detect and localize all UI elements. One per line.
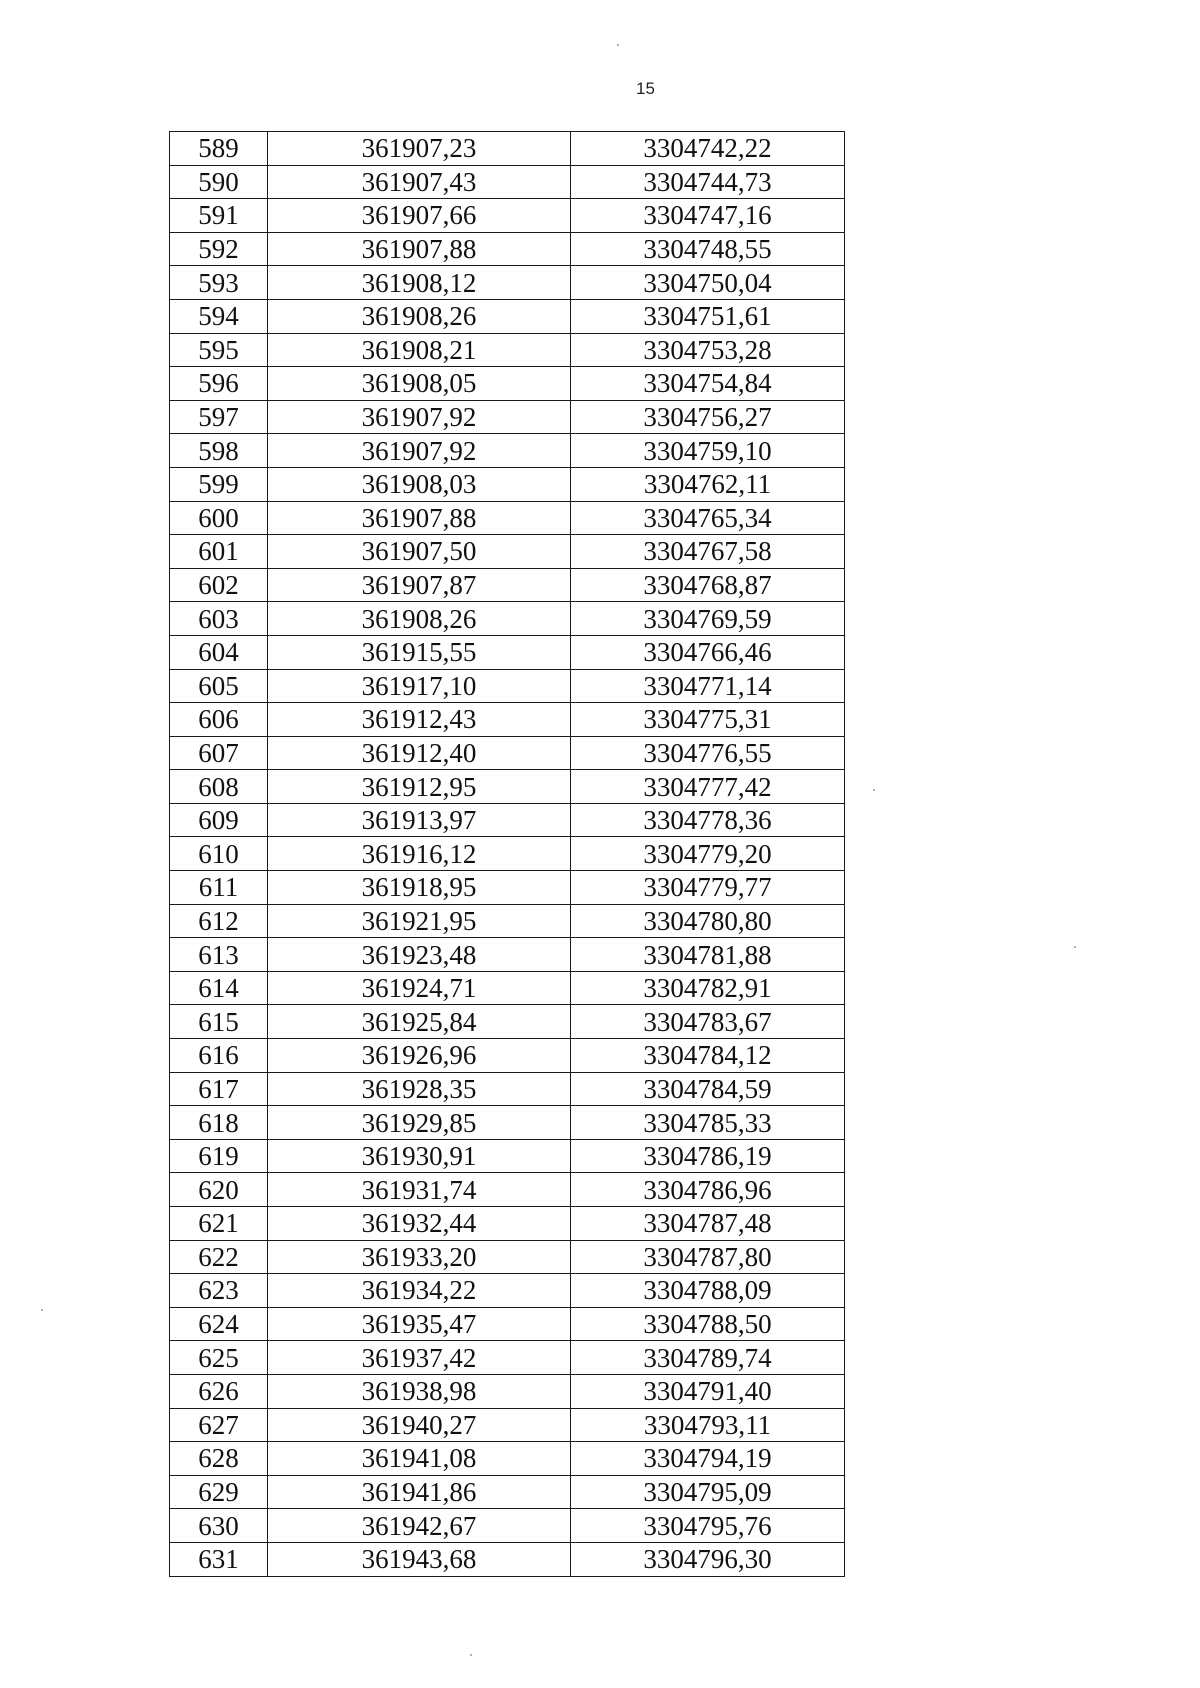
y-coordinate-cell: 3304795,09 xyxy=(571,1475,845,1509)
x-coordinate-cell: 361931,74 xyxy=(268,1173,571,1207)
point-number-cell: 592 xyxy=(170,232,268,266)
y-coordinate-cell: 3304787,80 xyxy=(571,1240,845,1274)
y-coordinate-cell: 3304744,73 xyxy=(571,165,845,199)
x-coordinate-cell: 361933,20 xyxy=(268,1240,571,1274)
x-coordinate-cell: 361942,67 xyxy=(268,1509,571,1543)
table-row xyxy=(170,904,845,938)
y-coordinate-cell: 3304765,34 xyxy=(571,501,845,535)
x-coordinate-cell: 361925,84 xyxy=(268,1005,571,1039)
point-number-cell: 590 xyxy=(170,165,268,199)
table-row xyxy=(170,1173,845,1207)
y-coordinate-cell: 3304754,84 xyxy=(571,367,845,401)
y-coordinate-cell: 3304778,36 xyxy=(571,803,845,837)
x-coordinate-cell: 361915,55 xyxy=(268,635,571,669)
point-number-cell: 619 xyxy=(170,1139,268,1173)
table-row xyxy=(170,635,845,669)
point-number-cell: 630 xyxy=(170,1509,268,1543)
y-coordinate-cell: 3304795,76 xyxy=(571,1509,845,1543)
y-coordinate-cell: 3304771,14 xyxy=(571,669,845,703)
y-coordinate-cell: 3304751,61 xyxy=(571,299,845,333)
y-coordinate-cell: 3304794,19 xyxy=(571,1442,845,1476)
table-row xyxy=(170,803,845,837)
x-coordinate-cell: 361928,35 xyxy=(268,1072,571,1106)
point-number-cell: 608 xyxy=(170,770,268,804)
point-number-cell: 606 xyxy=(170,703,268,737)
x-coordinate-cell: 361937,42 xyxy=(268,1341,571,1375)
table-row xyxy=(170,266,845,300)
y-coordinate-cell: 3304742,22 xyxy=(571,132,845,166)
y-coordinate-cell: 3304779,20 xyxy=(571,837,845,871)
table-row xyxy=(170,232,845,266)
x-coordinate-cell: 361907,50 xyxy=(268,535,571,569)
x-coordinate-cell: 361924,71 xyxy=(268,971,571,1005)
table-row xyxy=(170,871,845,905)
point-number-cell: 593 xyxy=(170,266,268,300)
point-number-cell: 597 xyxy=(170,400,268,434)
x-coordinate-cell: 361908,21 xyxy=(268,333,571,367)
table-row xyxy=(170,1475,845,1509)
x-coordinate-cell: 361940,27 xyxy=(268,1408,571,1442)
y-coordinate-cell: 3304784,59 xyxy=(571,1072,845,1106)
y-coordinate-cell: 3304788,50 xyxy=(571,1307,845,1341)
y-coordinate-cell: 3304768,87 xyxy=(571,568,845,602)
y-coordinate-cell: 3304776,55 xyxy=(571,736,845,770)
point-number-cell: 622 xyxy=(170,1240,268,1274)
y-coordinate-cell: 3304750,04 xyxy=(571,266,845,300)
point-number-cell: 629 xyxy=(170,1475,268,1509)
table-row xyxy=(170,938,845,972)
point-number-cell: 614 xyxy=(170,971,268,1005)
table-row xyxy=(170,1274,845,1308)
y-coordinate-cell: 3304796,30 xyxy=(571,1542,845,1576)
x-coordinate-cell: 361907,43 xyxy=(268,165,571,199)
y-coordinate-cell: 3304756,27 xyxy=(571,400,845,434)
point-number-cell: 602 xyxy=(170,568,268,602)
x-coordinate-cell: 361907,92 xyxy=(268,434,571,468)
y-coordinate-cell: 3304762,11 xyxy=(571,467,845,501)
y-coordinate-cell: 3304780,80 xyxy=(571,904,845,938)
y-coordinate-cell: 3304748,55 xyxy=(571,232,845,266)
table-row xyxy=(170,669,845,703)
x-coordinate-cell: 361907,88 xyxy=(268,501,571,535)
x-coordinate-cell: 361941,86 xyxy=(268,1475,571,1509)
table-row xyxy=(170,333,845,367)
y-coordinate-cell: 3304793,11 xyxy=(571,1408,845,1442)
y-coordinate-cell: 3304786,96 xyxy=(571,1173,845,1207)
table-row xyxy=(170,467,845,501)
table-row xyxy=(170,770,845,804)
y-coordinate-cell: 3304775,31 xyxy=(571,703,845,737)
y-coordinate-cell: 3304783,67 xyxy=(571,1005,845,1039)
table-row xyxy=(170,1408,845,1442)
point-number-cell: 611 xyxy=(170,871,268,905)
y-coordinate-cell: 3304759,10 xyxy=(571,434,845,468)
y-coordinate-cell: 3304791,40 xyxy=(571,1374,845,1408)
x-coordinate-cell: 361907,23 xyxy=(268,132,571,166)
table-row xyxy=(170,1072,845,1106)
scan-speck xyxy=(470,1654,472,1656)
point-number-cell: 612 xyxy=(170,904,268,938)
point-number-cell: 631 xyxy=(170,1542,268,1576)
x-coordinate-cell: 361921,95 xyxy=(268,904,571,938)
x-coordinate-cell: 361912,40 xyxy=(268,736,571,770)
table-row xyxy=(170,568,845,602)
y-coordinate-cell: 3304747,16 xyxy=(571,199,845,233)
x-coordinate-cell: 361932,44 xyxy=(268,1207,571,1241)
table-row xyxy=(170,703,845,737)
x-coordinate-cell: 361926,96 xyxy=(268,1039,571,1073)
point-number-cell: 624 xyxy=(170,1307,268,1341)
point-number-cell: 589 xyxy=(170,132,268,166)
x-coordinate-cell: 361907,87 xyxy=(268,568,571,602)
table-row xyxy=(170,1542,845,1576)
y-coordinate-cell: 3304787,48 xyxy=(571,1207,845,1241)
x-coordinate-cell: 361934,22 xyxy=(268,1274,571,1308)
x-coordinate-cell: 361908,05 xyxy=(268,367,571,401)
scan-speck xyxy=(873,789,875,791)
table-row xyxy=(170,602,845,636)
coordinates-table xyxy=(169,131,845,1577)
x-coordinate-cell: 361908,26 xyxy=(268,602,571,636)
y-coordinate-cell: 3304789,74 xyxy=(571,1341,845,1375)
table-row xyxy=(170,1374,845,1408)
table-row xyxy=(170,132,845,166)
table-row xyxy=(170,299,845,333)
point-number-cell: 601 xyxy=(170,535,268,569)
y-coordinate-cell: 3304777,42 xyxy=(571,770,845,804)
point-number-cell: 627 xyxy=(170,1408,268,1442)
table-row xyxy=(170,971,845,1005)
point-number-cell: 591 xyxy=(170,199,268,233)
table-row xyxy=(170,1039,845,1073)
point-number-cell: 607 xyxy=(170,736,268,770)
table-row xyxy=(170,1207,845,1241)
table-row xyxy=(170,1509,845,1543)
x-coordinate-cell: 361943,68 xyxy=(268,1542,571,1576)
table-row xyxy=(170,199,845,233)
x-coordinate-cell: 361938,98 xyxy=(268,1374,571,1408)
point-number-cell: 623 xyxy=(170,1274,268,1308)
table-row xyxy=(170,434,845,468)
point-number-cell: 626 xyxy=(170,1374,268,1408)
table-row xyxy=(170,535,845,569)
x-coordinate-cell: 361923,48 xyxy=(268,938,571,972)
y-coordinate-cell: 3304767,58 xyxy=(571,535,845,569)
scan-speck xyxy=(617,44,619,46)
y-coordinate-cell: 3304782,91 xyxy=(571,971,845,1005)
point-number-cell: 604 xyxy=(170,635,268,669)
x-coordinate-cell: 361908,03 xyxy=(268,467,571,501)
point-number-cell: 620 xyxy=(170,1173,268,1207)
x-coordinate-cell: 361918,95 xyxy=(268,871,571,905)
x-coordinate-cell: 361929,85 xyxy=(268,1106,571,1140)
y-coordinate-cell: 3304766,46 xyxy=(571,635,845,669)
point-number-cell: 616 xyxy=(170,1039,268,1073)
point-number-cell: 596 xyxy=(170,367,268,401)
x-coordinate-cell: 361935,47 xyxy=(268,1307,571,1341)
x-coordinate-cell: 361907,88 xyxy=(268,232,571,266)
point-number-cell: 621 xyxy=(170,1207,268,1241)
scan-speck xyxy=(1074,946,1076,948)
scan-speck xyxy=(41,1309,43,1311)
y-coordinate-cell: 3304781,88 xyxy=(571,938,845,972)
y-coordinate-cell: 3304784,12 xyxy=(571,1039,845,1073)
x-coordinate-cell: 361917,10 xyxy=(268,669,571,703)
x-coordinate-cell: 361913,97 xyxy=(268,803,571,837)
point-number-cell: 605 xyxy=(170,669,268,703)
y-coordinate-cell: 3304786,19 xyxy=(571,1139,845,1173)
y-coordinate-cell: 3304788,09 xyxy=(571,1274,845,1308)
table-row xyxy=(170,1442,845,1476)
point-number-cell: 609 xyxy=(170,803,268,837)
point-number-cell: 625 xyxy=(170,1341,268,1375)
page-number: 15 xyxy=(636,79,655,98)
table-row xyxy=(170,501,845,535)
coordinates-table-body xyxy=(170,132,845,1577)
table-row xyxy=(170,837,845,871)
table-row xyxy=(170,1307,845,1341)
table-row xyxy=(170,1139,845,1173)
x-coordinate-cell: 361912,43 xyxy=(268,703,571,737)
x-coordinate-cell: 361912,95 xyxy=(268,770,571,804)
table-row xyxy=(170,1005,845,1039)
point-number-cell: 594 xyxy=(170,299,268,333)
table-row xyxy=(170,736,845,770)
point-number-cell: 615 xyxy=(170,1005,268,1039)
y-coordinate-cell: 3304769,59 xyxy=(571,602,845,636)
point-number-cell: 618 xyxy=(170,1106,268,1140)
point-number-cell: 603 xyxy=(170,602,268,636)
point-number-cell: 628 xyxy=(170,1442,268,1476)
table-row xyxy=(170,165,845,199)
x-coordinate-cell: 361908,12 xyxy=(268,266,571,300)
x-coordinate-cell: 361930,91 xyxy=(268,1139,571,1173)
table-row xyxy=(170,1106,845,1140)
table-row xyxy=(170,400,845,434)
point-number-cell: 599 xyxy=(170,467,268,501)
point-number-cell: 595 xyxy=(170,333,268,367)
x-coordinate-cell: 361907,92 xyxy=(268,400,571,434)
x-coordinate-cell: 361908,26 xyxy=(268,299,571,333)
table-row xyxy=(170,1240,845,1274)
x-coordinate-cell: 361916,12 xyxy=(268,837,571,871)
point-number-cell: 617 xyxy=(170,1072,268,1106)
point-number-cell: 598 xyxy=(170,434,268,468)
y-coordinate-cell: 3304753,28 xyxy=(571,333,845,367)
point-number-cell: 600 xyxy=(170,501,268,535)
x-coordinate-cell: 361907,66 xyxy=(268,199,571,233)
x-coordinate-cell: 361941,08 xyxy=(268,1442,571,1476)
y-coordinate-cell: 3304779,77 xyxy=(571,871,845,905)
table-row xyxy=(170,1341,845,1375)
point-number-cell: 613 xyxy=(170,938,268,972)
point-number-cell: 610 xyxy=(170,837,268,871)
y-coordinate-cell: 3304785,33 xyxy=(571,1106,845,1140)
table-row xyxy=(170,367,845,401)
